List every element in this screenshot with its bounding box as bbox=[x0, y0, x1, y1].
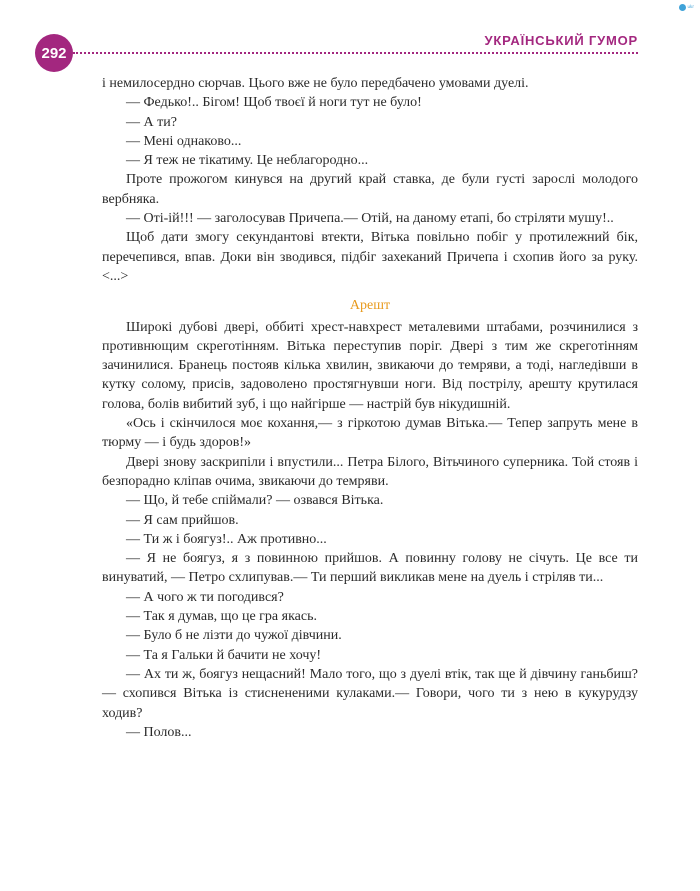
header-dotted-rule bbox=[73, 52, 638, 54]
paragraph: — Федько!.. Бігом! Щоб твоєї й ноги тут не було! bbox=[126, 95, 422, 111]
paragraph: — Я теж не тікатиму. Це неблагородно... bbox=[126, 153, 369, 169]
paragraph: — Так я думав, що це гра якась. bbox=[126, 609, 317, 625]
paragraph: — А ти? bbox=[126, 114, 177, 130]
section-title: Арешт bbox=[349, 298, 391, 314]
paragraph: — Ах ти ж, боягуз нещасний! Мало того, що з дуелі втік, так ще й дівчину ганьбиш? — схопився Вітька із стиснененими кулаками.— Говори, чого ти з нею в кукурудзу ходив? bbox=[102, 666, 638, 721]
paragraph: і немилосердно сюрчав. Цього вже не було передбачено умовами дуелі. bbox=[102, 76, 529, 91]
page-text bbox=[102, 74, 638, 742]
logo-text: ukr bbox=[687, 4, 694, 9]
paragraph: — Що, й тебе спіймали? — озвався Вітька. bbox=[126, 493, 384, 509]
paragraph: — Полов... bbox=[126, 724, 192, 740]
paragraph: Проте прожогом кинувся на другий край ставка, де були густі зарослі молодого вербняка. bbox=[102, 172, 638, 207]
paragraph: — Я сам прийшов. bbox=[126, 512, 239, 528]
paragraph: — Я не боягуз, я з повинною прийшов. А повинну голову не січуть. Це все ти винуватий, — Петро схлипував.— Ти перший викликав мене на дуель і стріляв ти... bbox=[102, 551, 638, 586]
paragraph: — Оті-ій!!! — заголосував Причепа.— Отій, на даному етапі, бо стріляти мушу!.. bbox=[126, 211, 614, 227]
paragraph: Двері знову заскрипіли і впустили... Петра Білого, Вітьчиного суперника. Той стояв і безпорадно кліпав очима, звикаючи до темряви. bbox=[102, 454, 638, 489]
paragraph: — Було б не лізти до чужої дівчини. bbox=[126, 628, 342, 644]
paragraph: — А чого ж ти погодився? bbox=[126, 589, 284, 605]
running-title: УКРАЇНСЬКИЙ ГУМОР bbox=[478, 33, 638, 48]
page-number-badge: 292 bbox=[35, 34, 73, 72]
publisher-logo bbox=[679, 1, 695, 13]
paragraph: «Ось і скінчилося моє кохання,— з гіркотою думав Вітька.— Тепер запруть мене в тюрму — і будь здоров!» bbox=[102, 416, 638, 451]
paragraph: — Ти ж і боягуз!.. Аж противно... bbox=[126, 531, 327, 547]
paragraph: Щоб дати змогу секундантові втекти, Вітька повільно побіг у протилежний бік, перечепився, впав. Доки він зводився, підбіг захеканий Причепа і схопив його за руку. <...> bbox=[102, 230, 638, 284]
paragraph: — Мені однаково... bbox=[126, 133, 242, 149]
paragraph: Широкі дубові двері, оббиті хрест-навхрест металевими штабами, розчинилися з противнющим скреготінням. Вітька переступив поріг. Двері з тим же скреготінням зачинилися. Бранець постояв кілька хвилин, звикаючи до темряви, а тоді, нагледівши в кутку солому, присів, задоволено простягнувши ноги. Від пострілу, арешту крутилася голова, болів вибитий зуб, і що найгірше — настрій був нікудишній. bbox=[102, 319, 638, 412]
paragraph: — Та я Гальки й бачити не хочу! bbox=[126, 647, 322, 663]
logo-icon bbox=[679, 4, 686, 11]
